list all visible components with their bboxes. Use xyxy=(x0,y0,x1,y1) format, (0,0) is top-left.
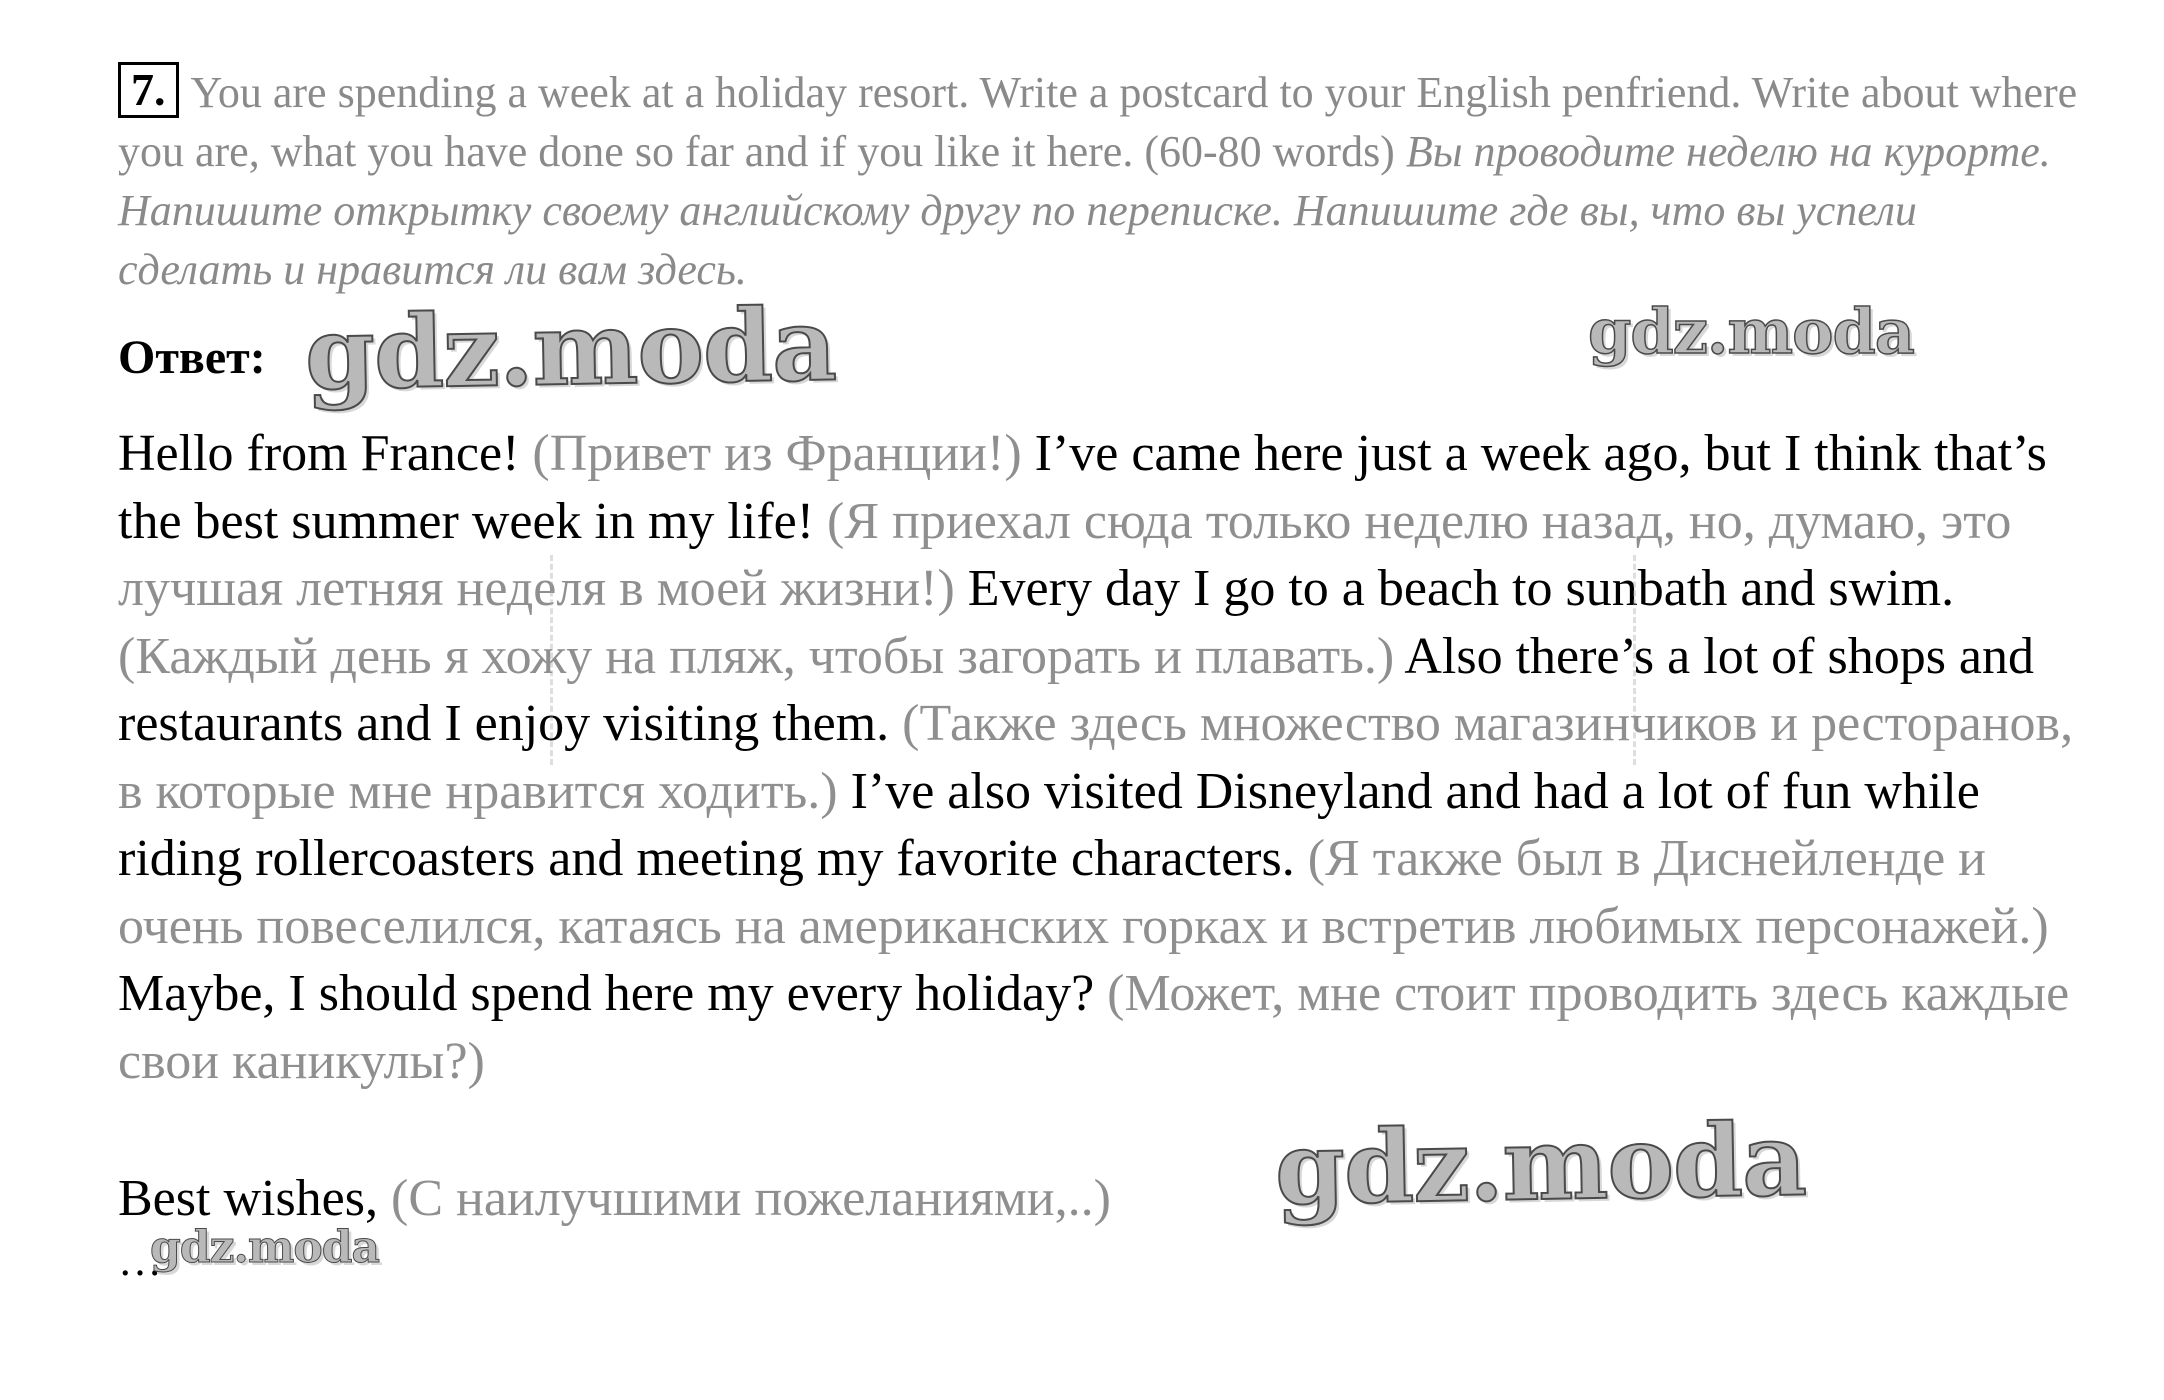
task-block xyxy=(118,62,2078,299)
sentence-3-en: Every day I go to a beach to sunbath and swim. xyxy=(967,560,1955,617)
sentence-5-en: I’ve also visited Disneyland and had a lot of fun while riding rollercoasters and meeting my favorite characters. xyxy=(118,762,1980,887)
sentence-2-ru: (Я приехал сюда только неделю назад, но, думаю, это лучшая летняя неделя в моей жизни!) xyxy=(118,492,2012,617)
watermark-logo: gdz.moda xyxy=(1588,295,1914,368)
watermark-logo: gdz.moda xyxy=(1274,1100,1807,1228)
closing-en: Best wishes, xyxy=(118,1170,378,1227)
sentence-3-ru: (Каждый день я хожу на пляж, чтобы загорать и плавать.) xyxy=(118,627,1395,685)
watermark-logo: gdz.moda xyxy=(150,1222,380,1273)
sentence-6-en: Maybe, I should spend here my every holiday? xyxy=(118,965,1095,1022)
answer-text xyxy=(118,420,2078,1095)
task-number: 7. xyxy=(118,62,179,118)
sentence-2-en: I’ve came here just a week ago, but I think that’s the best summer week in my life! xyxy=(118,425,2047,550)
watermark-logo: gdz.moda xyxy=(304,285,837,413)
sentence-5-ru: (Я также был в Диснейленде и очень повеселился, катаясь на американских горках и встретив любимых персонажей.) xyxy=(118,830,2049,955)
sentence-4-en: Also there’s a lot of shops and restaurants and I enjoy visiting them. xyxy=(118,627,2035,752)
sentence-4-ru: (Также здесь множество магазинчиков и ресторанов, в которые мне нравится ходить.) xyxy=(118,695,2074,820)
sentence-1-en: Hello from France! xyxy=(118,425,520,482)
task-instruction-en: You are spending a week at a holiday resort. Write a postcard to your English penfriend. Write about where you are, what you have done so far and if you like it here. (60-80 words) xyxy=(118,68,2078,176)
closing-ellipsis: … xyxy=(118,1236,162,1285)
answer-label: Ответ: xyxy=(118,331,266,384)
closing-ru: (С наилучшими пожеланиями,..) xyxy=(391,1170,1111,1227)
task-instruction-ru: Вы проводите неделю на курорте. Напишите открытку своему английскому другу по переписке. Напишите где вы, что вы успели сделать и нравится ли вам здесь. xyxy=(118,127,2051,294)
sentence-1-ru: (Привет из Франции!) xyxy=(532,425,1022,482)
sentence-6-ru: (Может, мне стоит проводить здесь каждые свои каникулы?) xyxy=(118,965,2070,1090)
